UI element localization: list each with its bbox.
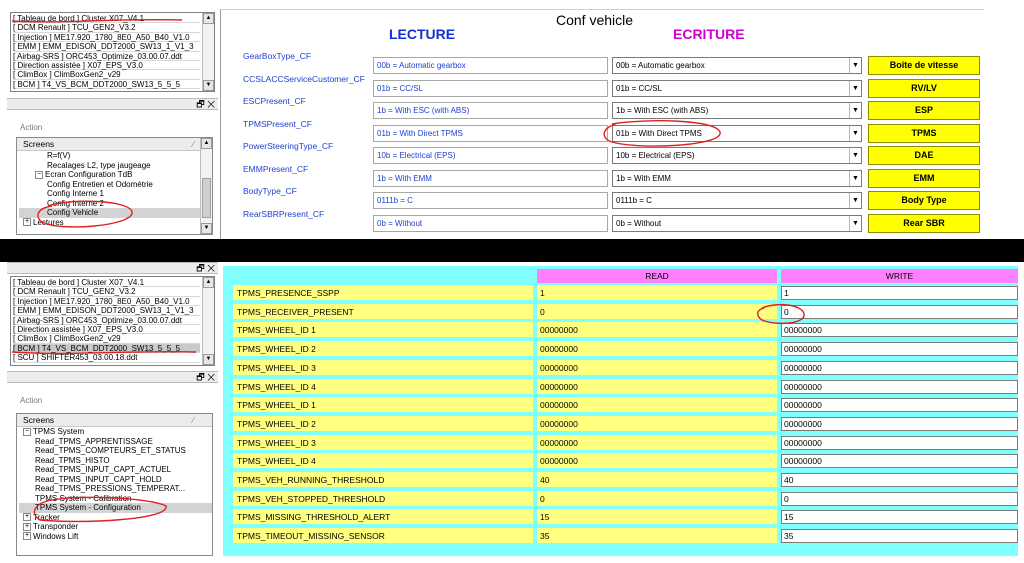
tpms-row	[233, 435, 1018, 451]
tree-node-label[interactable]: TPMS System	[33, 427, 85, 436]
chevron-down-icon[interactable]: ▼	[849, 148, 861, 163]
read-value: 00000000	[537, 453, 777, 469]
ecu-list-item[interactable]: [ Tableau de bord ] Cluster X07_V4.1	[13, 278, 200, 287]
tree-node[interactable]	[19, 218, 212, 228]
ecu-list-item[interactable]: [ EMM ] EMM_EDISON_DDT2000_SW13_1_V1_3	[13, 42, 200, 51]
collapse-icon[interactable]: −	[36, 170, 42, 178]
dock-controls-icon[interactable]: 🗗 ✕	[196, 263, 215, 273]
tree-node-label[interactable]: Read_TPMS_INPUT_CAPT_ACTUEL	[35, 465, 172, 474]
write-button[interactable]: EMM	[868, 169, 980, 188]
expand-icon[interactable]: +	[24, 513, 30, 521]
read-value: 40	[537, 472, 777, 488]
dock-controls-icon[interactable]: 🗗 ✕	[196, 99, 215, 109]
tpms-row	[233, 304, 1018, 320]
write-value-input[interactable]: 00000000	[781, 323, 1018, 337]
ecu-list-item[interactable]: [ BCM ] T4_VS_BCM_DDT2000_SW13_5_5_5	[13, 80, 200, 89]
tree-node[interactable]	[19, 503, 212, 513]
conf-vehicle-screen	[220, 9, 984, 239]
param-name: EMMPresent_CF	[243, 163, 309, 174]
scroll-thumb[interactable]	[202, 178, 211, 218]
write-value-select[interactable]	[612, 102, 862, 119]
ecu-list-item[interactable]: [ ClimBox ] ClimBoxGen2_v29	[13, 334, 200, 343]
param-name: TPMS_MISSING_THRESHOLD_ALERT	[233, 509, 533, 525]
screens-tree-panel[interactable]	[16, 413, 213, 556]
chevron-down-icon[interactable]: ▼	[849, 216, 861, 231]
ecu-list-item[interactable]: [ SCU ] SHIFTER453_03.00.18.ddt	[13, 353, 200, 362]
chevron-down-icon[interactable]: ▼	[849, 103, 861, 118]
write-value-input[interactable]: 35	[781, 529, 1018, 543]
param-name: ESCPresent_CF	[243, 96, 306, 106]
dock-bar	[7, 371, 218, 383]
ecu-list-item[interactable]: [ ClimBox ] ClimBoxGen2_v29	[13, 70, 200, 79]
read-value: 0	[537, 491, 777, 507]
conf-row	[221, 208, 984, 235]
write-button[interactable]: Rear SBR	[868, 214, 980, 233]
param-name: BodyType_CF	[243, 186, 297, 196]
tree-node-label[interactable]: Lectures	[33, 217, 64, 227]
param-name: CCSLACCServiceCustomer_CF	[243, 73, 365, 84]
write-button[interactable]: DAE	[868, 146, 980, 165]
tree-node-label[interactable]: R=f(V)	[47, 151, 71, 160]
read-value: 35	[537, 528, 777, 544]
param-name: GearBoxType_CF	[243, 51, 312, 61]
conf-row	[221, 73, 984, 100]
write-value-text: 0111b = C	[616, 196, 652, 205]
write-value-select[interactable]	[612, 170, 862, 187]
ecu-list-item[interactable]: [ DCM Renault ] TCU_GEN2_V3.2	[13, 23, 200, 32]
tree-node[interactable]	[19, 170, 212, 180]
tree-node[interactable]	[19, 427, 212, 437]
param-name: TPMS_WHEEL_ID 3	[233, 435, 533, 451]
expand-icon[interactable]: +	[24, 522, 30, 530]
dock-bar	[7, 262, 218, 274]
screens-label: Screens	[23, 415, 55, 425]
scroll-down-icon[interactable]: ▼	[201, 223, 212, 234]
tpms-row	[233, 341, 1018, 357]
tree-node[interactable]	[19, 208, 212, 218]
scroll-down-icon[interactable]: ▼	[203, 80, 214, 91]
ecu-list-item[interactable]: [ Direction assistée ] X07_EPS_V3.0	[13, 325, 200, 334]
read-value: 00000000	[537, 379, 777, 395]
tree-node-label[interactable]: Read_TPMS_PRESSIONS_TEMPERAT...	[35, 484, 186, 493]
tree-node-label[interactable]: Tracker	[33, 512, 60, 522]
tree-node-label[interactable]: Windows Lift	[33, 531, 79, 541]
scroll-down-icon[interactable]: ▼	[203, 354, 214, 365]
tree-node-label[interactable]: Recalages L2, type jaugeage	[47, 160, 151, 170]
ecu-list-scrollbar[interactable]	[202, 277, 214, 365]
tree-node[interactable]	[19, 522, 212, 532]
param-name: TPMS_PRESENCE_SSPP	[233, 285, 533, 301]
screens-label: Screens	[23, 139, 55, 149]
write-button[interactable]: ESP	[868, 101, 980, 120]
write-value-select[interactable]	[612, 57, 862, 74]
write-value-input[interactable]: 0	[781, 305, 1018, 319]
tree-node-label[interactable]: TPMS System - Configuration	[35, 503, 141, 512]
conf-row	[221, 141, 984, 167]
ecriture-header: ECRITURE	[673, 26, 745, 42]
scroll-up-icon[interactable]: ▲	[201, 138, 212, 149]
param-name: TPMS_WHEEL_ID 2	[233, 341, 533, 357]
chevron-down-icon[interactable]: ▼	[849, 171, 861, 186]
tree-node[interactable]	[19, 494, 212, 504]
screen-title: Conf vehicle	[556, 12, 634, 28]
read-value: 00000000	[537, 397, 777, 413]
write-value-text: 00b = Automatic gearbox	[616, 61, 705, 70]
write-value-input[interactable]: 15	[781, 510, 1018, 524]
ecu-list[interactable]	[10, 276, 215, 366]
screens-tree-panel[interactable]	[16, 137, 213, 235]
read-value: 00000000	[537, 360, 777, 376]
read-value-field: 01b = With Direct TPMS	[373, 125, 608, 142]
tree-node-label[interactable]: TPMS System - Calibration	[35, 493, 132, 503]
read-value: 00000000	[537, 435, 777, 451]
tpms-row	[233, 379, 1018, 395]
collapse-icon[interactable]: −	[24, 427, 30, 435]
write-value-text: 10b = Electrical (EPS)	[616, 151, 695, 160]
read-value: 1	[537, 285, 777, 301]
tpms-row	[233, 322, 1018, 338]
tree-node-label[interactable]: Read_TPMS_COMPTEURS_ET_STATUS	[35, 446, 186, 455]
write-button[interactable]: Body Type	[868, 191, 980, 210]
ecu-list-item[interactable]: [ DCM Renault ] TCU_GEN2_V3.2	[13, 287, 200, 296]
param-name: TPMS_VEH_RUNNING_THRESHOLD	[233, 472, 533, 488]
tree-node[interactable]	[19, 456, 212, 466]
tree-node-label[interactable]: Read_TPMS_HISTO	[35, 455, 110, 465]
write-value-input[interactable]: 00000000	[781, 454, 1018, 468]
tree-node[interactable]	[19, 151, 212, 161]
read-value-field: 1b = With EMM	[373, 170, 608, 187]
param-name: TPMS_TIMEOUT_MISSING_SENSOR	[233, 528, 533, 544]
tree-node[interactable]	[19, 189, 212, 199]
read-value-field: 0b = Without	[373, 215, 608, 232]
tree-node-label[interactable]: Config Interne 2	[47, 198, 104, 208]
tree-node-label[interactable]: Transponder	[33, 522, 79, 531]
write-value-input[interactable]: 00000000	[781, 436, 1018, 450]
ecu-list-item[interactable]: [ Airbag-SRS ] ORC453_Optimize_03.00.07.ddt	[13, 52, 200, 61]
write-button[interactable]: Boîte de vitesse	[868, 56, 980, 75]
param-name: TPMSPresent_CF	[243, 118, 312, 129]
read-value: 00000000	[537, 341, 777, 357]
write-value-select[interactable]	[612, 125, 862, 142]
chevron-down-icon[interactable]: ▼	[849, 126, 861, 141]
write-value-select[interactable]	[612, 215, 862, 232]
separator-band	[0, 239, 1024, 262]
param-name: TPMS_RECEIVER_PRESENT	[233, 304, 533, 320]
tree-node-label[interactable]: Config Vehicle	[47, 208, 99, 217]
read-value: 15	[537, 509, 777, 525]
tree-node[interactable]	[19, 475, 212, 485]
tree-node-label[interactable]: Config Entretien et Odométrie	[47, 179, 153, 189]
param-name: PowerSteeringType_CF	[243, 141, 334, 151]
write-value-input[interactable]: 40	[781, 473, 1018, 487]
scroll-up-icon[interactable]: ▲	[203, 13, 214, 24]
read-value-field: 10b = Electrical (EPS)	[373, 147, 608, 164]
write-value-select[interactable]	[612, 80, 862, 97]
chevron-down-icon[interactable]: ▼	[849, 81, 861, 96]
ecu-list[interactable]	[10, 12, 215, 92]
tree-node[interactable]	[19, 199, 212, 209]
write-button[interactable]: RV/LV	[868, 79, 980, 98]
write-value-input[interactable]: 00000000	[781, 361, 1018, 375]
write-value-text: 1b = With EMM	[616, 173, 671, 183]
ecu-list-item[interactable]: [ Injection ] ME17.920_1780_8E0_A50_B40_V1.0	[13, 297, 200, 306]
write-value-input[interactable]: 00000000	[781, 342, 1018, 356]
tpms-row	[233, 509, 1018, 525]
tree-node[interactable]	[19, 161, 212, 171]
write-value-input[interactable]: 00000000	[781, 398, 1018, 412]
ecu-list-item[interactable]: [ Direction assistée ] X07_EPS_V3.0	[13, 61, 200, 70]
param-name: TPMS_WHEEL_ID 3	[233, 360, 533, 376]
scroll-up-icon[interactable]: ▲	[203, 277, 214, 288]
tpms-row	[233, 472, 1018, 488]
write-value-input[interactable]: 00000000	[781, 417, 1018, 431]
sort-icon[interactable]: ⁄	[192, 415, 194, 425]
screens-tree	[17, 151, 212, 227]
read-value-field: 00b = Automatic gearbox	[373, 57, 608, 74]
tree-node[interactable]	[19, 484, 212, 494]
tpms-row	[233, 416, 1018, 432]
conf-row	[221, 186, 984, 212]
tree-scrollbar[interactable]	[200, 138, 212, 234]
read-value-field: 0111b = C	[373, 192, 608, 209]
param-name: TPMS_WHEEL_ID 2	[233, 416, 533, 432]
write-button[interactable]: TPMS	[868, 124, 980, 143]
write-value-input[interactable]: 00000000	[781, 380, 1018, 394]
dock-bar	[7, 98, 218, 110]
ecu-list-item[interactable]: [ EMM ] EMM_EDISON_DDT2000_SW13_1_V1_3	[13, 306, 200, 315]
param-name: TPMS_WHEEL_ID 4	[233, 453, 533, 469]
action-label: Action	[20, 123, 43, 132]
write-value-input[interactable]: 1	[781, 286, 1018, 300]
write-value-input[interactable]: 0	[781, 492, 1018, 506]
tree-node-label[interactable]: Read_TPMS_INPUT_CAPT_HOLD	[35, 474, 162, 484]
tree-node[interactable]	[19, 465, 212, 475]
write-value-select[interactable]	[612, 192, 862, 209]
param-name: RearSBRPresent_CF	[243, 208, 325, 219]
expand-icon[interactable]: +	[24, 532, 30, 540]
read-value: 00000000	[537, 322, 777, 338]
param-name: TPMS_WHEEL_ID 1	[233, 397, 533, 413]
tpms-row	[233, 397, 1018, 413]
tpms-row	[233, 528, 1018, 544]
tree-node[interactable]	[19, 446, 212, 456]
write-value-text: 01b = CC/SL	[616, 83, 663, 93]
write-value-text: 0b = Without	[616, 218, 662, 228]
param-name: TPMS_VEH_STOPPED_THRESHOLD	[233, 491, 533, 507]
read-header: READ	[537, 269, 777, 283]
conf-row	[221, 118, 984, 145]
action-label: Action	[20, 396, 43, 405]
tree-node[interactable]	[19, 180, 212, 190]
write-header: WRITE	[781, 269, 1018, 283]
param-name: TPMS_WHEEL_ID 1	[233, 322, 533, 338]
read-value: 00000000	[537, 416, 777, 432]
param-name: TPMS_WHEEL_ID 4	[233, 379, 533, 395]
dock-controls-icon[interactable]: 🗗 ✕	[196, 372, 215, 382]
tree-node-label[interactable]: Read_TPMS_APPRENTISSAGE	[35, 436, 153, 446]
write-value-text: 1b = With ESC (with ABS)	[616, 106, 709, 115]
read-value: 0	[537, 304, 777, 320]
screens-tree	[17, 427, 212, 541]
tpms-configuration-screen	[223, 266, 1018, 556]
write-value-select[interactable]	[612, 147, 862, 164]
screens-header[interactable]	[17, 414, 212, 427]
tree-node[interactable]	[19, 513, 212, 523]
ecu-list-item[interactable]: [ Injection ] ME17.920_1780_8E0_A50_B40_V1.0	[13, 33, 200, 42]
screens-header[interactable]	[17, 138, 212, 151]
lecture-header: LECTURE	[389, 26, 456, 42]
tree-node[interactable]	[19, 437, 212, 447]
read-value-field: 01b = CC/SL	[373, 80, 608, 97]
tpms-row	[233, 360, 1018, 376]
tree-node-label[interactable]: Ecran Configuration TdB	[45, 170, 133, 179]
chevron-down-icon[interactable]: ▼	[849, 58, 861, 73]
tree-node-label[interactable]: Config Interne 1	[47, 189, 104, 198]
read-value-field: 1b = With ESC (with ABS)	[373, 102, 608, 119]
ecu-list-item[interactable]: [ Airbag-SRS ] ORC453_Optimize_03.00.07.ddt	[13, 316, 200, 325]
ecu-list-scrollbar[interactable]	[202, 13, 214, 91]
tpms-row	[233, 285, 1018, 301]
conf-row	[221, 96, 984, 122]
write-value-text: 01b = With Direct TPMS	[616, 128, 702, 138]
conf-row	[221, 163, 984, 190]
chevron-down-icon[interactable]: ▼	[849, 193, 861, 208]
tpms-row	[233, 453, 1018, 469]
ecu-list-item[interactable]: [ Tableau de bord ] Cluster X07_V4.1	[13, 14, 200, 23]
ecu-list-item[interactable]: [ BCM ] T4_VS_BCM_DDT2000_SW13_5_5_5	[13, 344, 200, 353]
sort-icon[interactable]: ⁄	[192, 139, 194, 149]
expand-icon[interactable]: +	[24, 218, 30, 226]
tpms-row	[233, 491, 1018, 507]
tree-node[interactable]	[19, 532, 212, 542]
